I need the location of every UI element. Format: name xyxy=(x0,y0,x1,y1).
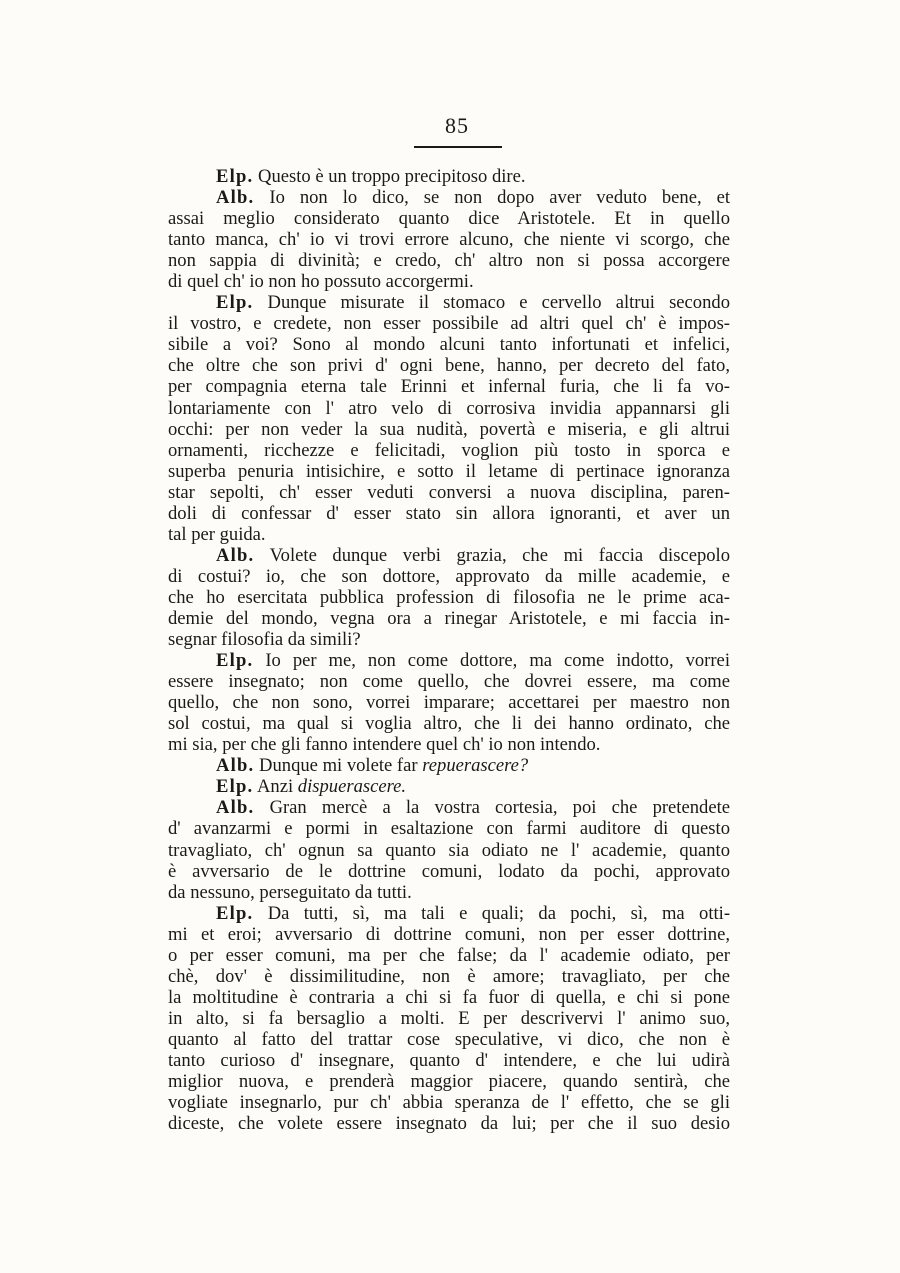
text-line xyxy=(168,313,730,334)
text-line xyxy=(168,376,730,397)
page-number: 85 xyxy=(445,113,469,138)
line-text: quanto al fatto del trattar cose speculative, vi dico, che non è xyxy=(168,1028,730,1050)
line-text: è avversario de le dottrine comuni, lodato da pochi, approvato xyxy=(168,860,730,882)
text-line xyxy=(168,1071,730,1092)
line-text: tanto manca, ch' io vi trovi errore alcuno, che niente vi scorgo, che xyxy=(168,229,730,251)
text-line xyxy=(168,987,730,1008)
line-text: quello, che non sono, vorrei imparare; accettarei per maestro non xyxy=(168,692,730,714)
text-line xyxy=(168,587,730,608)
line-text: miglior nuova, e prenderà maggior piacere, quando sentirà, che xyxy=(168,1071,730,1093)
line-text: tanto curioso d' insegnare, quanto d' intendere, e che lui udirà xyxy=(168,1049,730,1071)
text-line xyxy=(168,545,730,566)
text-line xyxy=(168,818,730,839)
line-text: d' avanzarmi e pormi in esaltazione con farmi auditore di questo xyxy=(168,818,730,840)
text-line xyxy=(168,945,730,966)
line-text: che oltre che son privi d' ogni bene, hanno, per decreto del fato, xyxy=(168,355,730,377)
line-text: Io non lo dico, se non dopo aver veduto bene, et xyxy=(269,187,730,209)
line-text: star sepolti, ch' esser veduti conversi a nuova disciplina, paren- xyxy=(168,481,730,503)
speaker-label: Elp. xyxy=(216,776,254,798)
line-text: superba penuria intisichire, e sotto il letame di pertinace ignoranza xyxy=(168,460,730,482)
line-text: sibile a voi? Sono al mondo alcuni tanto infortunati et infelici, xyxy=(168,334,730,356)
text-line xyxy=(168,250,730,271)
text-line xyxy=(168,566,730,587)
text-line xyxy=(168,1092,730,1113)
speaker-label: Alb. xyxy=(216,544,255,566)
line-text: non sappia di divinità; e credo, ch' altro non si possa accorgere xyxy=(168,250,730,272)
text-line xyxy=(168,419,730,440)
text-line xyxy=(168,482,730,503)
speaker-label: Elp. xyxy=(216,292,254,314)
text-line xyxy=(168,208,730,229)
line-text: per compagnia eterna tale Erinni et infernal furia, che li fa vo- xyxy=(168,376,730,398)
line-text: essere insegnato; non come quello, che dovrei essere, ma come xyxy=(168,671,730,693)
text-line xyxy=(168,903,730,924)
line-text: di costui? io, che son dottore, approvato da mille academie, e xyxy=(168,565,730,587)
text-line xyxy=(168,924,730,945)
speaker-label: Elp. xyxy=(216,650,254,672)
text-line xyxy=(168,671,730,692)
line-text: Volete dunque verbi grazia, che mi faccia discepolo xyxy=(269,544,731,566)
line-text: demie del mondo, vegna ora a rinegar Aristotele, e mi faccia in- xyxy=(168,607,730,629)
line-text: travagliato, ch' ognun sa quanto sia odiato ne l' academie, quanto xyxy=(168,839,730,861)
line-text: di quel ch' io non ho possuto accorgermi. xyxy=(168,271,474,293)
line-text: Dunque mi volete far xyxy=(259,755,423,777)
text-line xyxy=(168,355,730,376)
line-text: assai meglio considerato quanto dice Aristotele. Et in quello xyxy=(168,208,730,230)
italic-word: dispuerascere. xyxy=(297,776,407,798)
line-text: sol costui, ma qual si voglia altro, che li dei hanno ordinato, che xyxy=(168,713,730,735)
line-text: mi sia, per che gli fanno intendere quel ch' io non intendo. xyxy=(168,734,601,756)
speaker-label: Elp. xyxy=(216,902,254,924)
line-text: ornamenti, ricchezze e felicitadi, voglion più tosto in sporca e xyxy=(168,439,730,461)
speaker-label: Alb. xyxy=(216,755,255,777)
line-text: tal per guida. xyxy=(168,523,266,545)
text-line xyxy=(168,1008,730,1029)
line-text: segnar filosofia da simili? xyxy=(168,629,361,651)
line-text: da nessuno, perseguitato da tutti. xyxy=(168,881,412,903)
text-line xyxy=(168,398,730,419)
text-line xyxy=(168,440,730,461)
text-line xyxy=(168,292,730,313)
text-line xyxy=(168,650,730,671)
line-text: diceste, che volete essere insegnato da lui; per che il suo desio xyxy=(168,1113,730,1135)
text-line xyxy=(168,608,730,629)
text-line xyxy=(168,166,730,187)
body-text xyxy=(168,166,730,1134)
text-line xyxy=(168,271,730,292)
line-text: Anzi xyxy=(256,776,298,798)
line-text: Questo è un troppo precipitoso dire. xyxy=(258,166,526,187)
line-text: che ho esercitata pubblica profession di filosofia ne le prime aca- xyxy=(168,586,730,608)
text-line xyxy=(168,755,730,776)
speaker-label: Elp. xyxy=(216,166,254,187)
text-line xyxy=(168,713,730,734)
speaker-label: Alb. xyxy=(216,187,255,209)
line-text: doli di confessar d' esser stato sin allora ignoranti, et aver un xyxy=(168,502,730,524)
text-line xyxy=(168,776,730,797)
text-line xyxy=(168,524,730,545)
text-line xyxy=(168,861,730,882)
text-line xyxy=(168,1050,730,1071)
text-line xyxy=(168,629,730,650)
text-line xyxy=(168,840,730,861)
text-line xyxy=(168,734,730,755)
text-line xyxy=(168,503,730,524)
text-line xyxy=(168,797,730,818)
line-text: Dunque misurate il stomaco e cervello altrui secondo xyxy=(267,292,730,314)
text-line xyxy=(168,966,730,987)
line-text: lontariamente con l' atro velo di corrosiva invidia appannarsi gli xyxy=(168,397,730,419)
line-text: chè, dov' è dissimilitudine, non è amore; travagliato, per che xyxy=(168,965,730,987)
text-line xyxy=(168,334,730,355)
header-rule xyxy=(414,146,502,148)
line-text: il vostro, e credete, non esser possibile ad altri quel ch' è impos- xyxy=(168,313,730,335)
speaker-label: Alb. xyxy=(216,797,255,819)
line-text: Gran mercè a la vostra cortesia, poi che pretendete xyxy=(269,797,730,819)
line-text: la moltitudine è contraria a chi si fa fuor di quella, e chi si pone xyxy=(168,986,730,1008)
line-text: in alto, si fa bersaglio a molti. E per descrivervi l' animo suo, xyxy=(168,1007,730,1029)
text-line xyxy=(168,187,730,208)
text-line xyxy=(168,1029,730,1050)
text-line xyxy=(168,461,730,482)
line-text: Da tutti, sì, ma tali e quali; da pochi, sì, ma otti- xyxy=(267,902,731,924)
line-text: occhi: per non veder la sua nudità, povertà e miseria, e gli altrui xyxy=(168,418,730,440)
line-text: vogliate insegnarlo, pur ch' abbia speranza de l' effetto, che se gli xyxy=(168,1092,730,1114)
text-line xyxy=(168,692,730,713)
italic-word: repuerascere? xyxy=(422,755,529,777)
text-line xyxy=(168,229,730,250)
text-line xyxy=(168,1113,730,1134)
line-text: mi et eroi; avversario di dottrine comuni, non per esser dottrine, xyxy=(168,923,730,945)
line-text: o per esser comuni, ma per che false; da l' academie odiato, per xyxy=(168,944,730,966)
line-text: Io per me, non come dottore, ma come indotto, vorrei xyxy=(265,650,730,672)
text-line xyxy=(168,882,730,903)
